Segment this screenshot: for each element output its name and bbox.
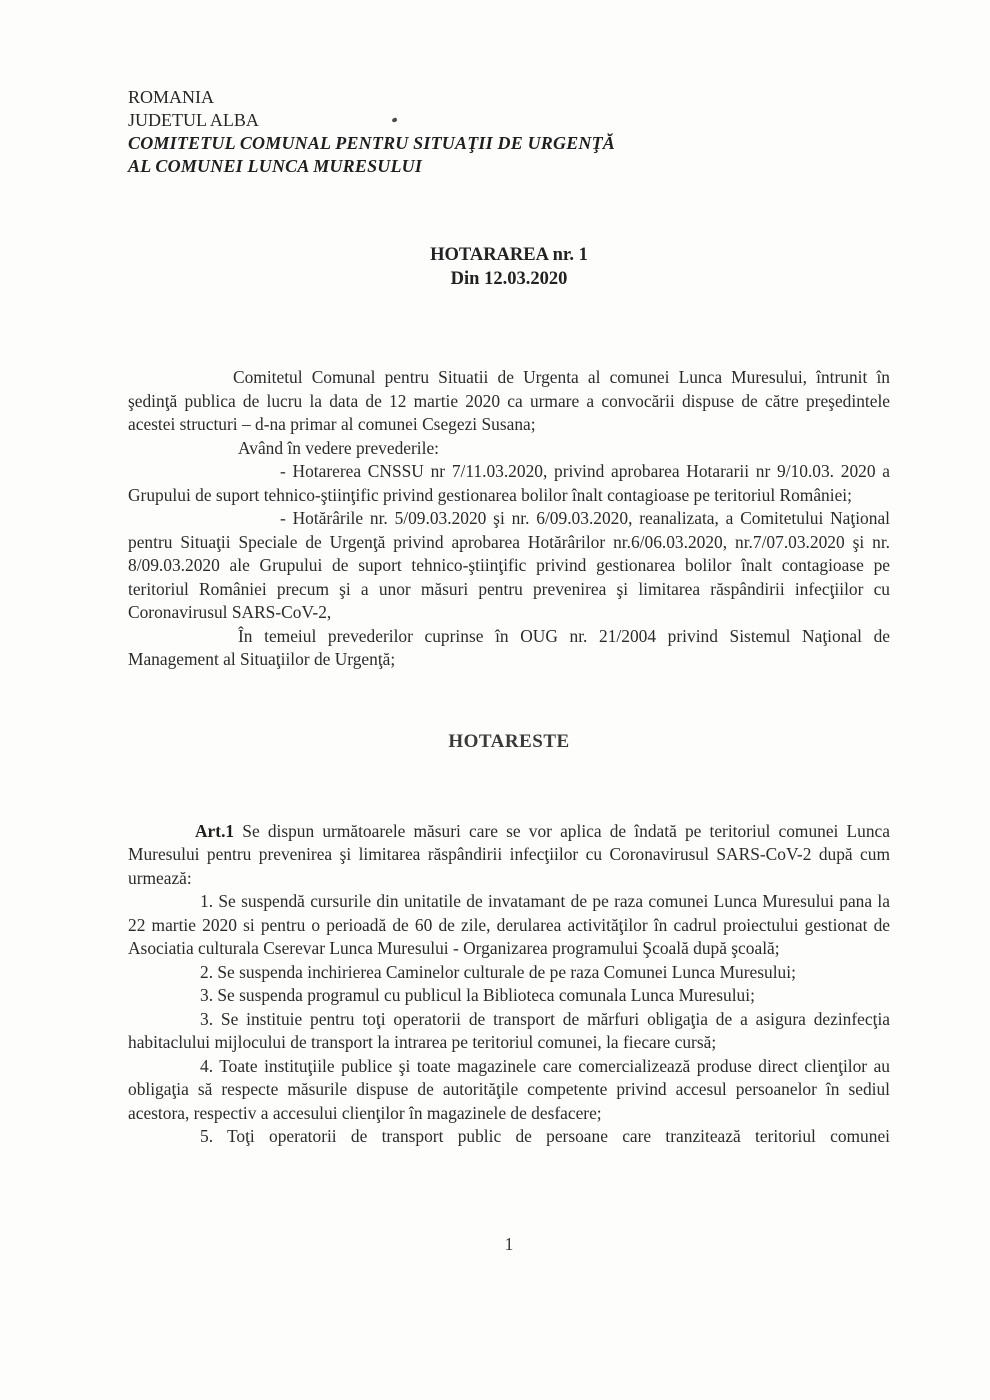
measure-item-5: 4. Toate instituţiile publice şi toate magazinele care comercializează produse direct clienţilor au obligaţia să respecte măsurile dispuse de autorităţile competente privind accesul persoanelor în sediul acestora, respectiv a accesului clienţilor în magazinele de desfacere;	[128, 1055, 890, 1123]
decision-date-line: Din 12.03.2020	[450, 269, 568, 289]
preamble-lead-in: Având în vedere prevederile:	[238, 437, 440, 458]
decision-heading: HOTARESTE	[448, 730, 570, 752]
article-1-paragraph	[128, 820, 890, 891]
decision-number-line: HOTARAREA nr. 1	[430, 245, 588, 265]
measure-item-4: 3. Se instituie pentru toţi operatorii de transport de mărfuri obligaţia de a asigura dezinfecţia habitaclului mijlocului de transport la intrarea pe teritoriul comunei, la fiecare cursă;	[128, 1008, 890, 1052]
article-1-text: Se dispun următoarele măsuri care se vor aplica de îndată pe teritoriul comunei Lunca Muresului pentru prevenirea şi limitarea răspândirii infecţiilor cu Coronavirusul SARS-CoV-2 după cum urmează:	[128, 820, 890, 888]
article-1-label: Art.1	[195, 820, 235, 841]
preamble-paragraph: Comitetul Comunal pentru Situatii de Urgenta al comunei Lunca Muresului, întrunit în şedinţă publica de lucru la data de 12 martie 2020 ca urmare a convocării dispuse de către preşedintele acestei structuri – d-na primar al comunei Csegezi Susana;	[128, 367, 890, 434]
letterhead	[128, 86, 890, 178]
measure-item-3: 3. Se suspenda programul cu publicul la Biblioteca comunala Lunca Muresului;	[200, 985, 755, 1005]
document-title	[128, 243, 890, 291]
measure-item-1: 1. Se suspendă cursurile din unitatile de invatamant de pe raza comunei Lunca Muresului pana la 22 martie 2020 si pentru o perioadă de 60 de zile, derularea activităţilor în cadrul proiectului gestionat de Asociatia culturala Cserevar Lunca Muresului - Organizarea programului Şcoală după şcoală;	[128, 891, 890, 958]
letterhead-country: ROMANIA	[128, 87, 215, 107]
page-number: 1	[504, 1234, 514, 1254]
legal-basis-paragraph: În temeiul prevederilor cuprinse în OUG nr. 21/2004 privind Sistemul Naţional de Management al Situaţiilor de Urgenţă;	[128, 625, 890, 669]
letterhead-committee: COMITETUL COMUNAL PENTRU SITUAŢII DE URGENŢĂ	[128, 133, 616, 153]
reference-item-1: - Hotarerea CNSSU nr 7/11.03.2020, privind aprobarea Hotararii nr 9/10.03. 2020 a Grupului de suport tehnico-ştiinţific privind gestionarea bolilor înalt contagioase pe teritoriul României;	[128, 461, 890, 505]
reference-item-2: - Hotărârile nr. 5/09.03.2020 şi nr. 6/09.03.2020, reanalizata, a Comitetului Naţional pentru Situaţii Speciale de Urgenţă privind aprobarea Hotărârilor nr.6/06.03.2020, nr.7/07.03.2020 şi nr. 8/09.03.2020 ale Grupului de suport tehnico-ştiinţific privind gestionarea bolilor înalt contagioase pe teritoriul României precum şi a unor măsuri pentru prevenirea şi limitarea răspândirii infecţiilor cu Coronavirusul SARS-CoV-2,	[128, 508, 890, 622]
document-content	[128, 86, 890, 1149]
letterhead-commune: AL COMUNEI LUNCA MURESULUI	[128, 156, 423, 176]
letterhead-county: JUDETUL ALBA	[128, 110, 259, 130]
measure-item-6: 5. Toţi operatorii de transport public de persoane care tranzitează teritoriul comunei	[200, 1126, 890, 1146]
measure-item-2: 2. Se suspenda inchirierea Caminelor culturale de pe raza Comunei Lunca Muresului;	[200, 961, 796, 982]
scan-artifact-dot	[392, 117, 398, 122]
document-body	[128, 366, 890, 1149]
letterhead-county-line	[128, 109, 890, 132]
